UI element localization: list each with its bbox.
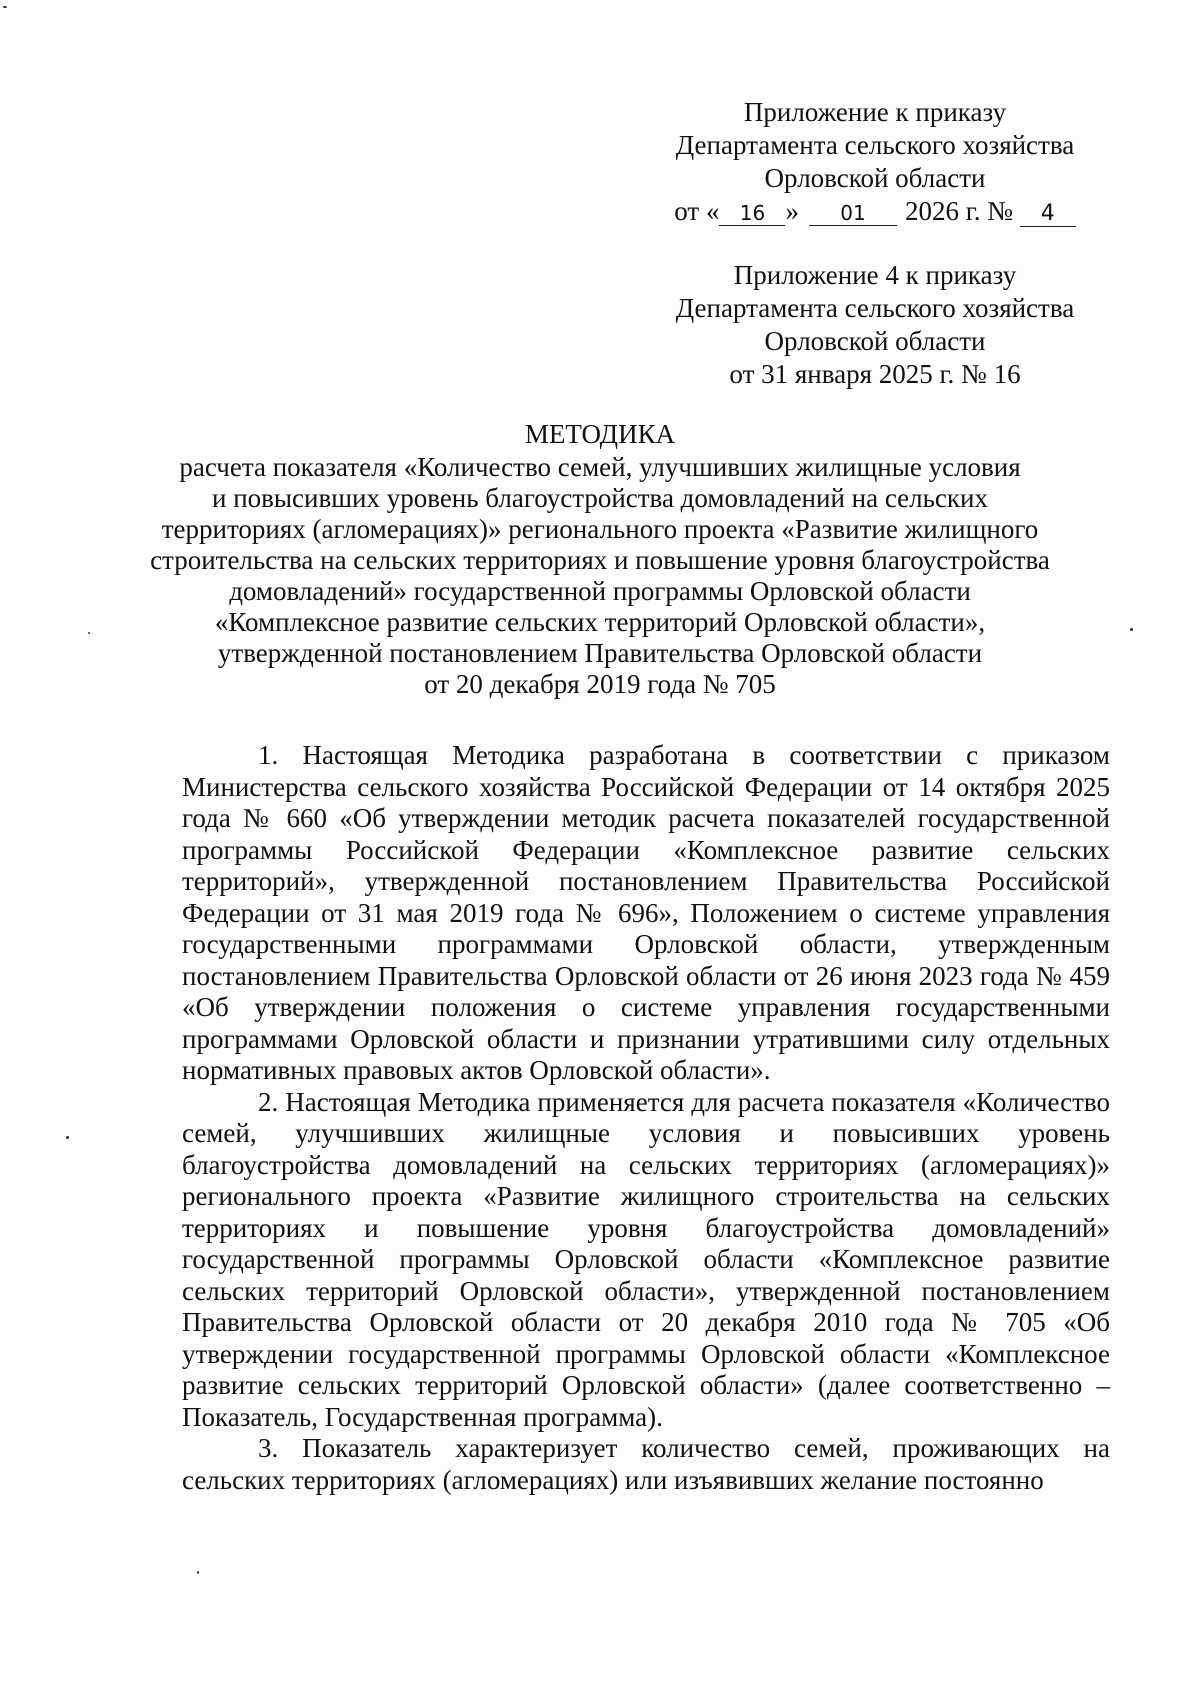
handwritten-day: 16	[719, 201, 785, 226]
document-body	[182, 740, 1110, 1496]
scan-speck	[1130, 628, 1133, 631]
document-subtitle-line: территориях (агломерациях)» регионального проекта «Развитие жилищного	[161, 514, 1039, 544]
handwritten-month: 01	[809, 201, 897, 226]
document-subtitle-line: расчета показателя «Количество семей, улучшивших жилищные условия	[179, 452, 1021, 482]
document-subtitle-line: и повысивших уровень благоустройства домовладений на сельских	[212, 483, 988, 513]
appendix-date-line	[655, 195, 1095, 228]
appendix-header-line: Приложение 4 к приказу	[733, 260, 1017, 290]
date-quote-close: »	[785, 196, 799, 226]
appendix-header-line: Орловской области	[764, 326, 986, 356]
appendix-header-line: Приложение к приказу	[743, 97, 1007, 127]
paragraph-1: 1. Настоящая Методика разработана в соответствии с приказом Министерства сельского хозяйства Российской Федерации от 14 октября 2025 года № 660 «Об утверждении методик расчета показателей государственной программы Российской Федерации «Комплексное развитие сельских территорий», утвержденной постановлением Правительства Российской Федерации от 31 мая 2019 года № 696», Положением о системе управления государственными программами Орловской области, утвержденным постановлением Правительства Орловской области от 26 июня 2023 года № 459 «Об утверждении положения о системе управления государственными программами Орловской области и признании утратившими силу отдельных нормативных правовых актов Орловской области».	[182, 740, 1110, 1085]
appendix-header-line: Орловской области	[764, 163, 986, 193]
appendix-header-current	[655, 96, 1095, 228]
appendix-header-previous	[655, 259, 1095, 391]
appendix-header-line: от 31 января 2025 г. № 16	[729, 359, 1021, 389]
document-title: МЕТОДИКА	[524, 419, 676, 449]
document-subtitle-line: домовладений» государственной программы Орловской области	[229, 576, 971, 606]
appendix-header-line: Департамента сельского хозяйства	[675, 130, 1075, 160]
scan-speck	[88, 632, 90, 634]
document-subtitle-line: строительства на сельских территориях и повышение уровня благоустройства	[150, 545, 1050, 575]
document-subtitle-line: утвержденной постановлением Правительства Орловской области	[217, 638, 983, 668]
paragraph-3: 3. Показатель характеризует количество семей, проживающих на сельских территориях (агломерациях) или изъявивших желание постоянно	[182, 1433, 1110, 1495]
appendix-header-line: Департамента сельского хозяйства	[675, 293, 1075, 323]
scan-speck	[3, 6, 7, 8]
scan-speck	[197, 1571, 199, 1574]
document-title-block	[110, 418, 1090, 700]
date-prefix: от «	[674, 196, 720, 226]
date-year-text: 2026 г. №	[904, 196, 1013, 226]
document-subtitle-line: от 20 декабря 2019 года № 705	[424, 669, 776, 699]
document-subtitle-line: «Комплексное развитие сельских территорий Орловской области»,	[214, 607, 986, 637]
handwritten-number: 4	[1020, 202, 1076, 227]
paragraph-2: 2. Настоящая Методика применяется для расчета показателя «Количество семей, улучшивших жилищные условия и повысивших уровень благоустройства домовладений на сельских территориях (агломерациях)» регионального проекта «Развитие жилищного строительства на сельских территориях и повышение уровня благоустройства домовладений» государственной программы Орловской области «Комплексное развитие сельских территорий Орловской области», утвержденной постановлением Правительства Орловской области от 20 декабря 2010 года № 705 «Об утверждении государственной программы Орловской области «Комплексное развитие сельских территорий Орловской области» (далее соответственно – Показатель, Государственная программа).	[182, 1086, 1110, 1432]
scan-speck	[66, 1136, 69, 1139]
